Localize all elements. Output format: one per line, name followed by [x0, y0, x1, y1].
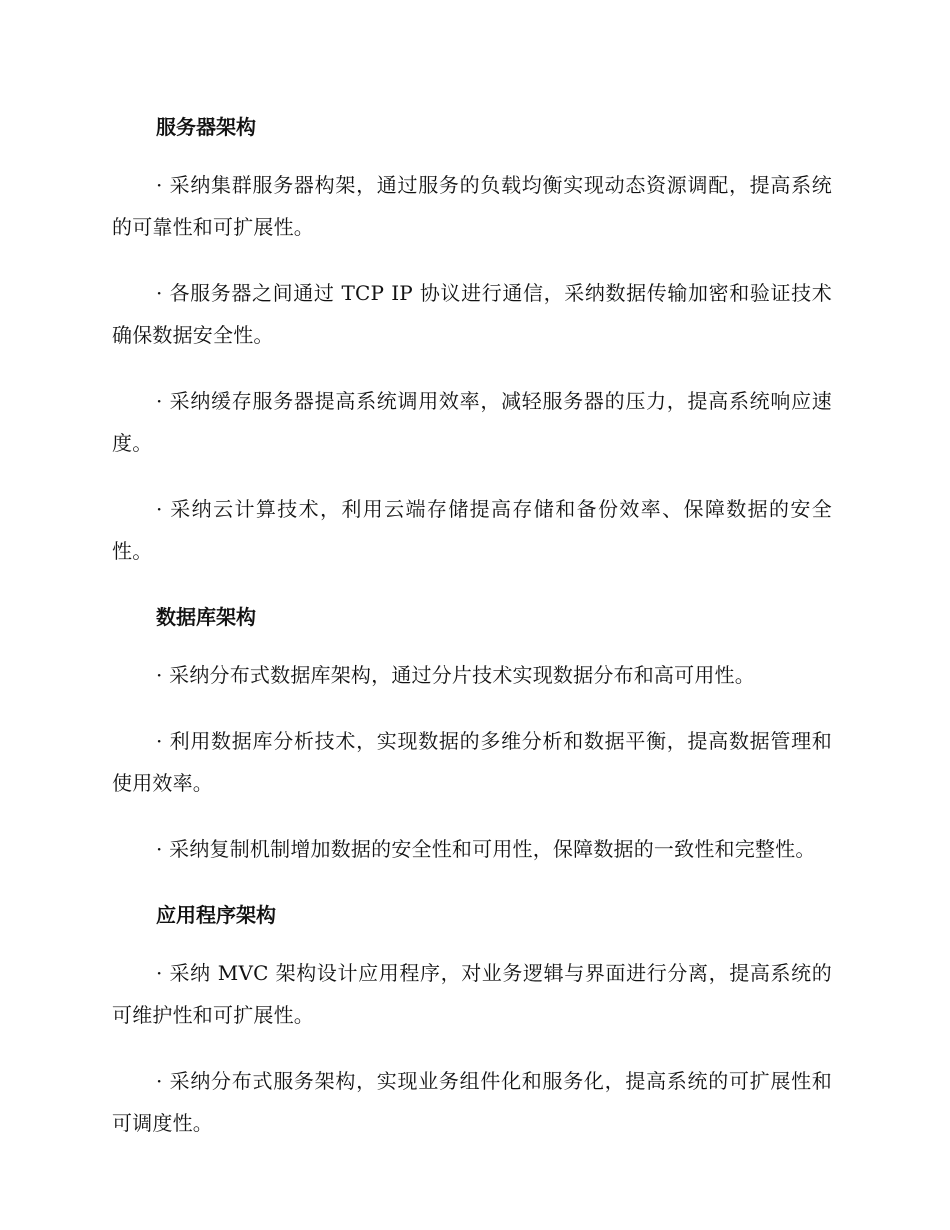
section-heading: 服务器架构 — [156, 115, 256, 139]
section-server-architecture — [112, 106, 832, 572]
section-application-architecture — [112, 894, 832, 1144]
paragraph: · 采纳集群服务器构架，通过服务的负载均衡实现动态资源调配，提高系统的可靠性和可扩展性。 — [112, 173, 832, 239]
paragraph: · 利用数据库分析技术，实现数据的多维分析和数据平衡，提高数据管理和使用效率。 — [112, 729, 832, 795]
paragraph: · 各服务器之间通过 TCP IP 协议进行通信，采纳数据传输加密和验证技术确保数据安全性。 — [112, 281, 832, 347]
section-heading: 数据库架构 — [156, 605, 256, 629]
section-database-architecture — [112, 596, 832, 870]
paragraph: · 采纳缓存服务器提高系统调用效率，减轻服务器的压力，提高系统响应速度。 — [112, 389, 832, 455]
paragraph: · 采纳云计算技术，利用云端存储提高存储和备份效率、保障数据的安全性。 — [112, 497, 832, 563]
paragraph: · 采纳 MVC 架构设计应用程序，对业务逻辑与界面进行分离，提高系统的可维护性和可扩展性。 — [112, 961, 832, 1027]
paragraph: · 采纳分布式服务架构，实现业务组件化和服务化，提高系统的可扩展性和可调度性。 — [112, 1069, 832, 1135]
paragraph: · 采纳复制机制增加数据的安全性和可用性，保障数据的一致性和完整性。 — [156, 837, 816, 861]
paragraph: · 采纳分布式数据库架构，通过分片技术实现数据分布和高可用性。 — [156, 663, 755, 687]
section-heading: 应用程序架构 — [156, 903, 276, 927]
